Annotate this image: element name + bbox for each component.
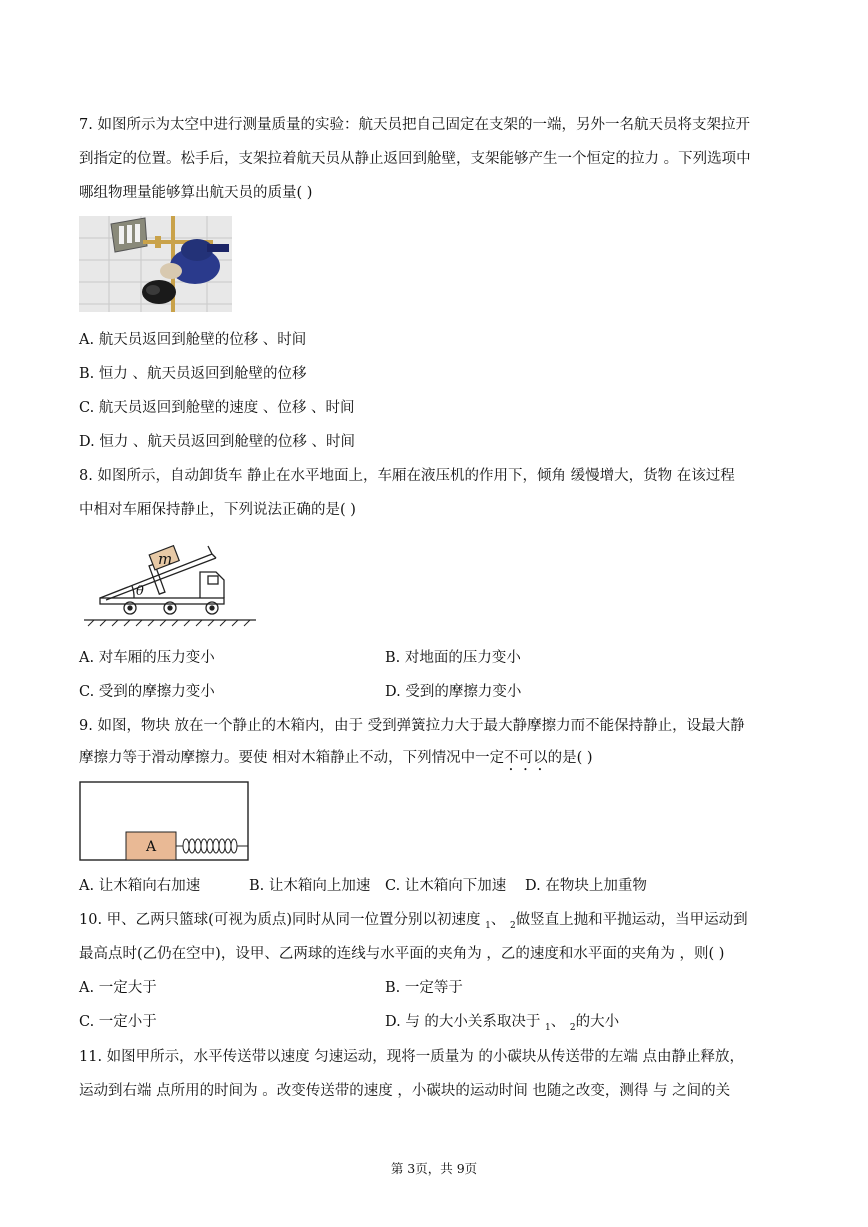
q9-option-c: C. 让木箱向下加速 bbox=[385, 878, 507, 894]
q8-option-d: D. 受到的摩擦力变小 bbox=[385, 684, 522, 700]
angle-label: θ bbox=[136, 584, 144, 599]
q10-option-d-start: D. 与 的大小关系取决于 bbox=[385, 1014, 546, 1030]
q7-option-a: A. 航天员返回到舱壁的位移 、时间 bbox=[79, 332, 307, 348]
q10-line1-end: 做竖直上抛和平抛运动，当甲运动到 bbox=[515, 912, 748, 928]
q10-option-c: C. 一定小于 bbox=[79, 1014, 157, 1030]
q10-line1-start: 10. 甲、乙两只篮球(可视为质点)同时从同一位置分别以初速度 bbox=[79, 912, 486, 928]
q10-line2: 最高点时(乙仍在空中)，设甲、乙两球的连线与水平面的夹角为 ，乙的速度和水平面的夹角为 ，则( ) bbox=[79, 946, 725, 962]
q7-option-d: D. 恒力 、航天员返回到舱壁的位移 、时间 bbox=[79, 434, 356, 450]
q8-option-a: A. 对车厢的压力变小 bbox=[79, 650, 215, 666]
astronaut-figure bbox=[79, 216, 232, 312]
q10-option-d-sub-2: 2 bbox=[569, 1023, 576, 1033]
q10-option-d bbox=[385, 1012, 619, 1038]
q8-option-b: B. 对地面的压力变小 bbox=[385, 650, 521, 666]
q9-option-a: A. 让木箱向右加速 bbox=[79, 878, 201, 894]
page-footer: 第 3页，共 9页 bbox=[390, 1161, 478, 1176]
q10-line1-sep: 、 bbox=[490, 912, 510, 928]
q7-line2: 到指定的位置。松手后，支架拉着航天员从静止返回到舱壁，支架能够产生一个恒定的拉力 。下列选项中 bbox=[79, 151, 751, 167]
q10-option-d-sep: 、 bbox=[550, 1014, 570, 1030]
q10-option-d-sub-1: 1 bbox=[545, 1023, 551, 1033]
q7-line3: 哪组物理量能够算出航天员的质量( ) bbox=[79, 185, 313, 201]
q11-line1: 11. 如图甲所示，水平传送带以速度 匀速运动，现将一质量为 的小碳块从传送带的左端 点由静止释放， bbox=[79, 1049, 744, 1065]
q10-option-a: A. 一定大于 bbox=[79, 980, 157, 996]
q9-option-d: D. 在物块上加重物 bbox=[525, 878, 647, 894]
q9-line2-start: 摩擦力等于滑动摩擦力。要使 相对木箱静止不动，下列情况中一定 bbox=[79, 750, 505, 766]
q8-line1: 8. 如图所示，自动卸货车 静止在水平地面上，车厢在液压机的作用下，倾角 缓慢增大，货物 在该过程 bbox=[79, 468, 735, 484]
block-label: A bbox=[145, 839, 157, 855]
q8-line2: 中相对车厢保持静止，下列说法正确的是( ) bbox=[79, 502, 356, 518]
q9-option-b: B. 让木箱向上加速 bbox=[249, 878, 371, 894]
q8-option-c: C. 受到的摩擦力变小 bbox=[79, 684, 215, 700]
q7-option-c: C. 航天员返回到舱壁的速度 、位移 、时间 bbox=[79, 400, 355, 416]
q11-line2: 运动到右端 点所用的时间为 。改变传送带的速度 ，小碳块的运动时间 也随之改变，测得 与 之间的关 bbox=[79, 1083, 731, 1099]
dump-truck-figure bbox=[84, 540, 260, 630]
q10-option-d-end: 的大小 bbox=[575, 1014, 620, 1030]
q7-option-b: B. 恒力 、航天员返回到舱壁的位移 bbox=[79, 366, 307, 382]
q9-line2-end: 的是( ) bbox=[547, 750, 593, 766]
q10-sub-1: 1 bbox=[485, 921, 491, 931]
q9-emphasis-text: 不可以 bbox=[504, 750, 548, 766]
cargo-label: m bbox=[158, 550, 173, 568]
q10-option-b: B. 一定等于 bbox=[385, 980, 463, 996]
q9-line1: 9. 如图，物块 放在一个静止的木箱内，由于 受到弹簧拉力大于最大静摩擦力而不能保持静止，设最大静 bbox=[79, 718, 745, 734]
wooden-box-figure bbox=[79, 781, 251, 863]
q10-line1 bbox=[79, 910, 748, 936]
q7-line1: 7. 如图所示为太空中进行测量质量的实验：航天员把自己固定在支架的一端，另外一名航天员将支架拉开 bbox=[79, 117, 750, 133]
q10-sub-2: 2 bbox=[509, 921, 516, 931]
q9-line2 bbox=[79, 748, 593, 774]
